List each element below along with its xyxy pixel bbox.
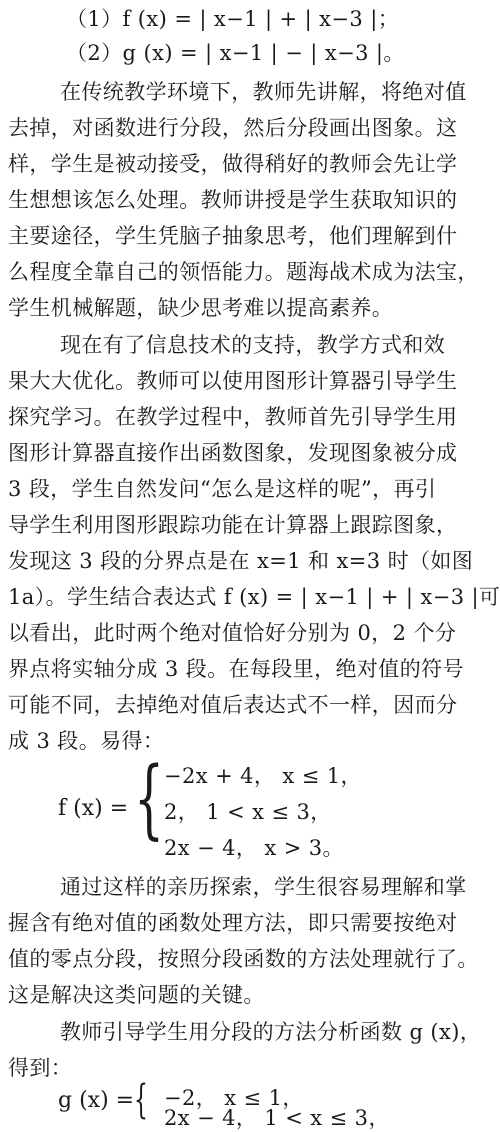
paragraph-2-line: 3 段，学生自然发问“怎么是这样的呢”，再引: [8, 477, 437, 501]
paragraph-2-line: 1a）。学生结合表达式 f (x) = | x−1 | + | x−3 |可: [8, 585, 500, 609]
paragraph-2-line: 以看出，此时两个绝对值恰好分别为 0，2 个分: [8, 621, 457, 645]
paragraph-1-line: 在传统教学环境下，教师先讲解，将绝对值: [60, 80, 467, 104]
paragraph-1-line: 主要途径，学生凭脑子抽象思考，他们理解到什: [8, 224, 458, 248]
paragraph-1-line: 样，学生是被动接受，做得稍好的教师会先让学: [8, 152, 458, 176]
paragraph-3-line: 握含有绝对值的函数处理方法，即只需要按绝对: [8, 911, 458, 935]
paragraph-2-line: 导学生利用图形跟踪功能在计算器上跟踪图象，: [8, 513, 458, 537]
equation-g-case: 2x − 4， 1 < x ≤ 3，: [164, 1106, 390, 1130]
paragraph-3-line: 值的零点分段，按照分段函数的方法处理就行了。: [8, 947, 479, 971]
paragraph-2-line: 图形计算器直接作出函数图象，发现图象被分成: [8, 441, 458, 465]
problem-item-1: （1）f (x) = | x−1 | + | x−3 |；: [66, 7, 400, 31]
paragraph-2-line: 发现这 3 段的分界点是在 x=1 和 x=3 时（如图: [8, 549, 474, 573]
paragraph-4-line: 得到：: [8, 1056, 73, 1080]
paragraph-1-line: 么程度全靠自己的领悟能力。题海战术成为法宝，: [8, 260, 479, 284]
paragraph-3-line: 通过这样的亲历探索，学生很容易理解和掌: [60, 875, 467, 899]
paragraph-4-line: 教师引导学生用分段的方法分析函数 g (x)，: [60, 1020, 482, 1044]
equation-f-lhs: f (x) =: [58, 796, 129, 821]
paragraph-2-line: 果大大优化。教师可以使用图形计算器引导学生: [8, 369, 458, 393]
paragraph-1-line: 去掉，对函数进行分段，然后分段画出图象。这: [8, 116, 458, 140]
paragraph-2-line: 界点将实轴分成 3 段。在每段里，绝对值的符号: [8, 657, 464, 681]
paragraph-2-line: 现在有了信息技术的支持，教学方式和效: [60, 333, 446, 357]
equation-f-case: 2， 1 < x ≤ 3，: [164, 800, 332, 824]
problem-item-2: （2）g (x) = | x−1 | − | x−3 |。: [66, 41, 405, 65]
equation-f-case: −2x + 4， x ≤ 1，: [164, 764, 362, 788]
paragraph-3-line: 这是解决这类问题的关键。: [8, 983, 265, 1007]
equation-f-case: 2x − 4， x > 3。: [164, 836, 344, 860]
paragraph-1-line: 学生机械解题，缺少思考难以提高素养。: [8, 296, 394, 320]
paragraph-2-line: 成 3 段。易得：: [8, 729, 165, 753]
equation-g-lhs: g (x) =: [58, 1088, 135, 1113]
paragraph-1-line: 生想想该怎么处理。教师讲授是学生获取知识的: [8, 188, 458, 212]
left-brace-icon: {: [134, 1077, 148, 1123]
left-brace-icon: {: [134, 749, 165, 849]
paragraph-2-line: 可能不同，去掉绝对值后表达式不一样，因而分: [8, 693, 458, 717]
equation-g-case: −2， x ≤ 1，: [164, 1086, 304, 1110]
paragraph-2-line: 探究学习。在教学过程中，教师首先引导学生用: [8, 405, 458, 429]
